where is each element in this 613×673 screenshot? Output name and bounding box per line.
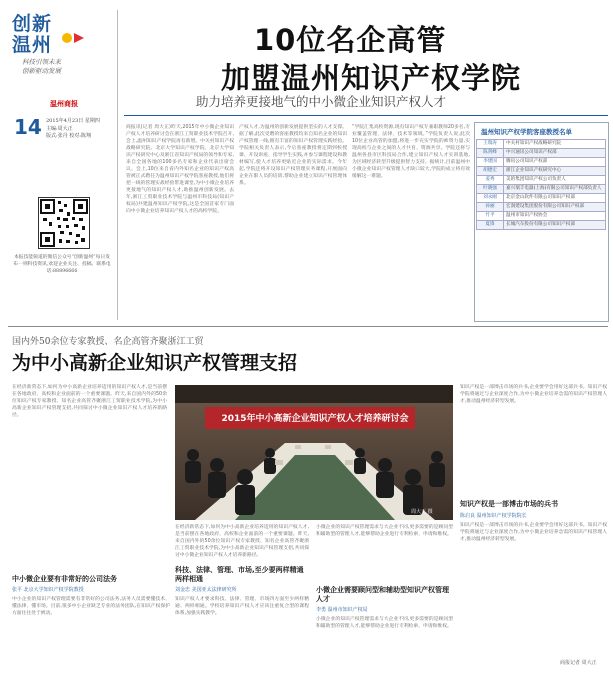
sec4-body: 知识产权是一部博击市场的兵书,企业要学会用好这部兵书。知识产权学院将通过与企业深度合作,为中小微企业培养急需的知识产权管理人才,推动温州经济转型发展。 (460, 523, 607, 542)
divider (117, 10, 118, 320)
headline-line-2: 加盟温州知识产权学院 (221, 61, 522, 95)
roster-name: 李建国 (477, 158, 504, 167)
slogan-line-2: 创新驱动发展 (22, 67, 61, 75)
roster-row (477, 158, 606, 167)
sec4-byline: 陈启良 温州知识产权学院院长 (460, 513, 527, 519)
roster-org: 美的集团知识产权公司负责人 (504, 176, 606, 185)
sec4-title: 知识产权是一部博击市场的兵书 (460, 500, 558, 508)
subheadline: 助力培养更接地气的中小微企业知识产权人才 (196, 94, 447, 109)
roster-table (476, 139, 606, 230)
roster-name: 姜秀 (477, 176, 504, 185)
sec1-body: 中小企业的知识产权管理需要有非常好的公司法务,法务人员需要懂技术、懂法律、懂市场。目前,很多中小企业缺乏专业的法务团队,在知识产权保护方面往往处于被动。 (12, 597, 170, 616)
lead-body-column-3: “学院汇集高校资源,现有知识产权专兼职教师20多名,专业覆盖管理、法律、技术等领域。”学院负责人说,此次10位企业高管的加盟,将进一步充实学院的师资力量,实现高校与企业之间的人才共育、资源共享。学院还将与温州各县市区科技局合作,建立知识产权人才实训基地,为区域经济转型升级提供智力支持。据统计,目前温州中小微企业知识产权管理人才缺口较大,学院的成立将有效缓解这一难题。 (352, 125, 470, 179)
section-slogan (22, 58, 104, 76)
tail-credit: 商报记者 周大正 (560, 660, 597, 666)
roster-org: 北京金山软件有限公司知识产权部 (504, 194, 606, 203)
lead-body-column-2: 产权人才,为温州的创新发展提供坚实的人才支撑。据了解,此次受聘的客座教授均来自知名企业的知识产权管理一线,拥有丰富的知识产权管理实践经验。学院相关负责人表示,今后客座教授将定期到校授课、开设讲座、指导学生实践,并参与课程建设和教材编写,使人才培养更贴近企业的实际需求。今年起,学院还将开设知识产权管理实务课程,开展面向企业在职人员的培训,帮助企业建立知识产权管理体系。 (239, 125, 347, 186)
lead-body-column-1 (126, 124, 234, 324)
roster-row (477, 149, 606, 158)
banner-text: 2015年中小高新企业知识产权人才培养研讨会 (221, 414, 409, 424)
lead-body-text-1: 中关村知识产权战略研究院、北京大学知识产权学院、北京大学知识产权研究中心及浙江省知识产权局的领导和专家,来自全国各地的100多名专家和企业代表出席会议。会上,10位来自省内外知名企业的知识产权高管被正式聘任为温州知识产权学院客座教授,他们将把一线的管理实战经验带进课堂,为中小微企业培养更接地气的知识产权人才,助推温州创新发展。去年,浙江工贸职业技术学院与温州市科技局(知识产权局)共建温州知识产权学院,这是全国首家专门面向中小微企业培养知识产权人才的高校学院。 (126, 139, 234, 214)
paper-name: 温州商报 (50, 99, 78, 108)
sec3-byline: 李勇 温州市知识产权局 (316, 607, 368, 613)
roster-row (477, 212, 606, 221)
roster-org: 中关村知识产权战略研究院 (504, 140, 606, 149)
qr-caption: 本报技能频道的微信公众号“创新温州”每日发布一则科技资讯,欢迎企业关注、投稿。联系电话:88896666 (13, 255, 111, 274)
issue-info (46, 118, 110, 141)
photo-side-body-2: 小微企业的知识产权管理需求与大企业不同,更多需要的是顾问型和辅助型的管理人才,能够帮助企业进行专利检索、申请和维权。 (316, 525, 453, 537)
roster-org: 腾讯公司知识产权部 (504, 158, 606, 167)
headline-line-1: 10位名企高管 (254, 23, 447, 57)
lead-body-intro: 商报讯(记者 周大正)昨天,2015年中小微企业知识产权人才培养研讨会在浙江工贸职业技术学院召开,会上,温州知识产权学院再有新增。 (126, 125, 234, 144)
roster-name: 刘永刚 (477, 194, 504, 203)
roster-org: 浙江企业知识产权研究中心 (504, 167, 606, 176)
photo-side-body: 在经济新常态下,如何为中小高新企业培养适用的知识产权人才,是当前摆在各地政府、高校和企业面前的一个重要课题。昨天,来自国内外的50余位知识产权专家教授、知名企业高管齐聚浙江工贸职业技术学院,为中小高新企业知识产权管理支招,共同探讨中小微企业知识产权人才培养新路径。 (175, 525, 309, 558)
roster-name: 陈剑峰 (477, 149, 504, 158)
roster-name: 孙丽 (477, 203, 504, 212)
roster-name: 王瑞涛 (477, 140, 504, 149)
roster-org: 嘉兴瑞丰电器(上海)有限公司知识产权部负责人 (504, 185, 606, 194)
second-lead-body: 在经济新常态下,如何为中小高新企业培养适用的知识产权人才,是当前摆在各地政府、高校和企业面前的一个重要课题。昨天,来自国内外的50余位知识产权专家教授、知名企业高管齐聚浙江工贸职业技术学院,为中小高新企业知识产权管理支招,共同探讨中小微企业知识产权人才培养新路径。 (12, 385, 167, 418)
roster-org: 长城汽车股份有限公司知识产权部 (504, 221, 606, 230)
roster-title: 温州知识产权学院客座教授名单 (481, 128, 572, 136)
sec2-body: 知识产权人才要求科技、法律、管理、市场四方面至少两样精通、两样相通。学校培养知识产权人才应该注重复合型的课程体系,加强实践教学。 (175, 597, 309, 616)
roster-row (477, 185, 606, 194)
issue-editor: 主编:周大正 (46, 125, 73, 132)
second-headline: 为中小高新企业知识产权管理支招 (12, 352, 298, 374)
roster-name: 胡德宏 (477, 167, 504, 176)
roster-name: 夏锋 (477, 221, 504, 230)
sec1-title: 中小微企业要有非常好的公司法务 (12, 575, 117, 583)
roster-row (477, 203, 606, 212)
page-number: 14 (14, 115, 42, 139)
roster-org: 中兴通讯公司知识产权部 (504, 149, 606, 158)
roster-row (477, 176, 606, 185)
slogan-line-1: 科技引领未来 (22, 58, 61, 66)
photo-credit: 周大正 摄 (411, 509, 433, 515)
sec2-byline: 刘金忠 美国亚太法律研究所 (175, 587, 237, 593)
section-divider (8, 326, 608, 327)
sec3-body: 小微企业的知识产权管理需求与大企业不同,更多需要的是顾问型和辅助型的管理人才,能够帮助企业进行专利检索、申请和维权。 (316, 617, 453, 629)
roster-org: 温州市知识产权协会 (504, 212, 606, 221)
qr-code[interactable] (38, 197, 90, 249)
sec3-title: 小微企业需要顾问型和辅助型知识产权管理人才 (316, 586, 449, 603)
logo-line-2: 温州 (12, 34, 53, 56)
roster-name: 竹平 (477, 212, 504, 221)
second-kicker: 国内外50余位专家教授、名企高管齐聚浙江工贸 (12, 337, 204, 347)
issue-date: 2015年4月23日 星期四 (46, 118, 100, 124)
divider (124, 115, 608, 116)
roster-name: 叶晓强 (477, 185, 504, 194)
roster-row (477, 140, 606, 149)
conference-photo (175, 385, 453, 520)
roster-row (477, 167, 606, 176)
lightbulb-icon (58, 30, 86, 44)
roster-row (477, 221, 606, 230)
sec2-title: 科技、法律、管理、市场,至少要两样精通两样相通 (175, 566, 304, 583)
logo-line-1: 创新 (12, 13, 53, 35)
roster-row (477, 194, 606, 203)
right-column-body: 知识产权是一部博击市场的兵书,企业要学会用好这部兵书。知识产权学院将通过与企业深度合作,为中小微企业培养急需的知识产权管理人才,推动温州经济转型发展。 (460, 385, 607, 404)
sec1-byline: 张平 北京大学知识产权学院教授 (12, 587, 84, 593)
issue-proof: 版式:张丹 校对:陈翔 (46, 133, 91, 139)
roster-org: 宏润建设集团股份有限公司知识产权部 (504, 203, 606, 212)
